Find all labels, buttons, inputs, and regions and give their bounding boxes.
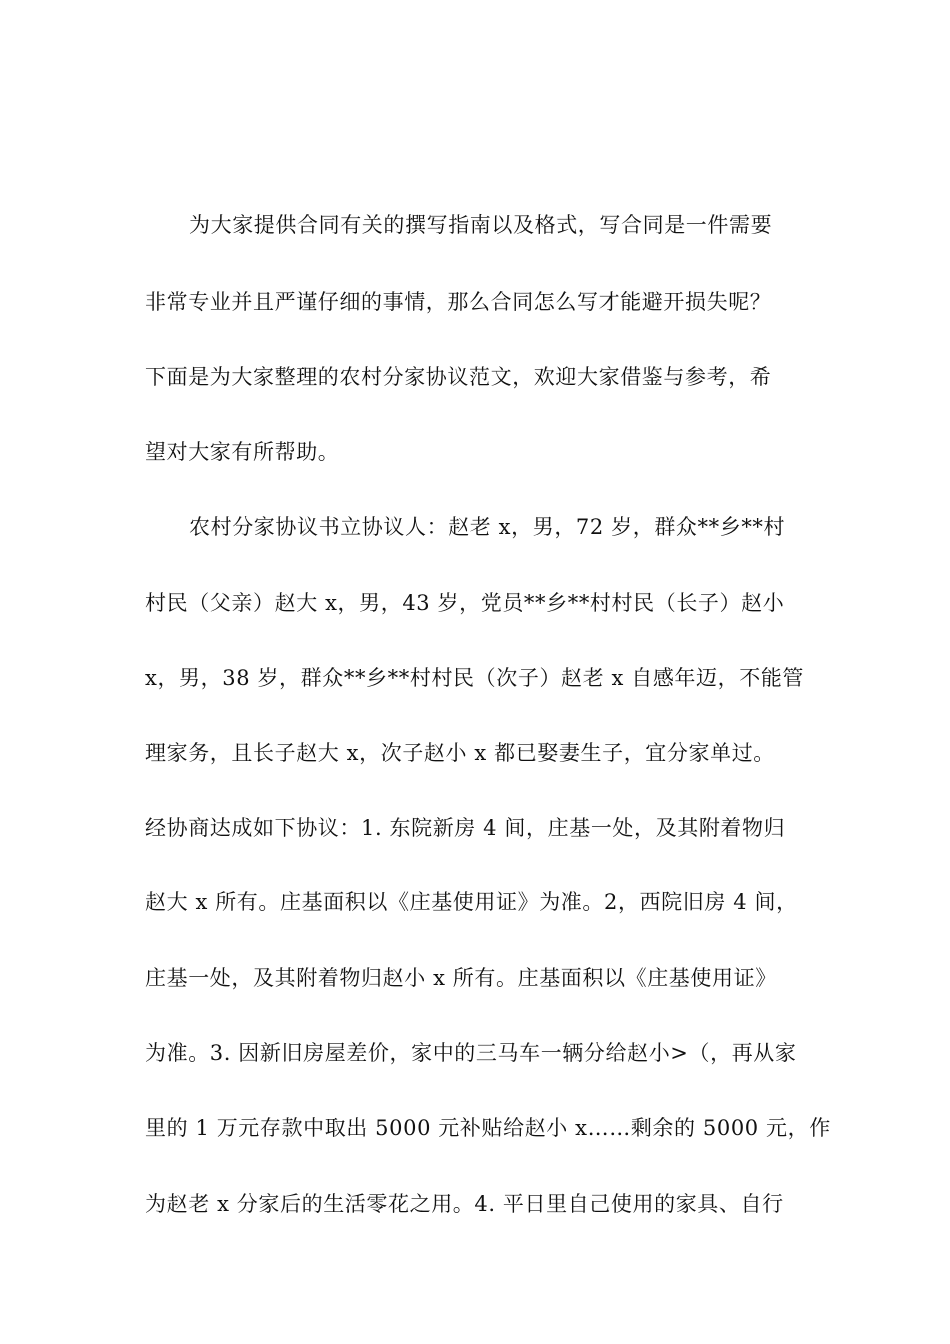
paragraph-2-line-6: 赵大 x 所有。庄基面积以《庄基使用证》为准。2，西院旧房 4 间， (145, 890, 798, 914)
paragraph-2-line-4: 理家务，且长子赵大 x，次子赵小 x 都已娶妻生子，宜分家单过。 (145, 741, 775, 765)
paragraph-2-line-2: 村民（父亲）赵大 x，男，43 岁，党员**乡**村村民（长子）赵小 (145, 591, 785, 615)
paragraph-1-line-3: 下面是为大家整理的农村分家协议范文，欢迎大家借鉴与参考，希 (145, 365, 772, 389)
paragraph-2-line-8: 为准。3. 因新旧房屋差价，家中的三马车一辆分给赵小>（，再从家 (145, 1041, 797, 1065)
paragraph-1-line-1: 为大家提供合同有关的撰写指南以及格式，写合同是一件需要 (189, 213, 773, 237)
paragraph-2-line-10: 为赵老 x 分家后的生活零花之用。4. 平日里自己使用的家具、自行 (145, 1192, 784, 1216)
paragraph-2-line-5: 经协商达成如下协议：1. 东院新房 4 间，庄基一处，及其附着物归 (145, 816, 786, 840)
paragraph-2-line-3: x，男，38 岁，群众**乡**村村民（次子）赵老 x 自感年迈，不能管 (145, 666, 805, 690)
paragraph-2-line-9: 里的 1 万元存款中取出 5000 元补贴给赵小 x……剩余的 5000 元，作 (145, 1116, 831, 1140)
paragraph-2-line-1: 农村分家协议书立协议人：赵老 x，男，72 岁，群众**乡**村 (189, 515, 786, 539)
paragraph-1-line-4: 望对大家有所帮助。 (145, 440, 340, 464)
paragraph-2-line-7: 庄基一处，及其附着物归赵小 x 所有。庄基面积以《庄基使用证》 (145, 966, 777, 990)
paragraph-1-line-2: 非常专业并且严谨仔细的事情，那么合同怎么写才能避开损失呢？ (145, 290, 772, 314)
